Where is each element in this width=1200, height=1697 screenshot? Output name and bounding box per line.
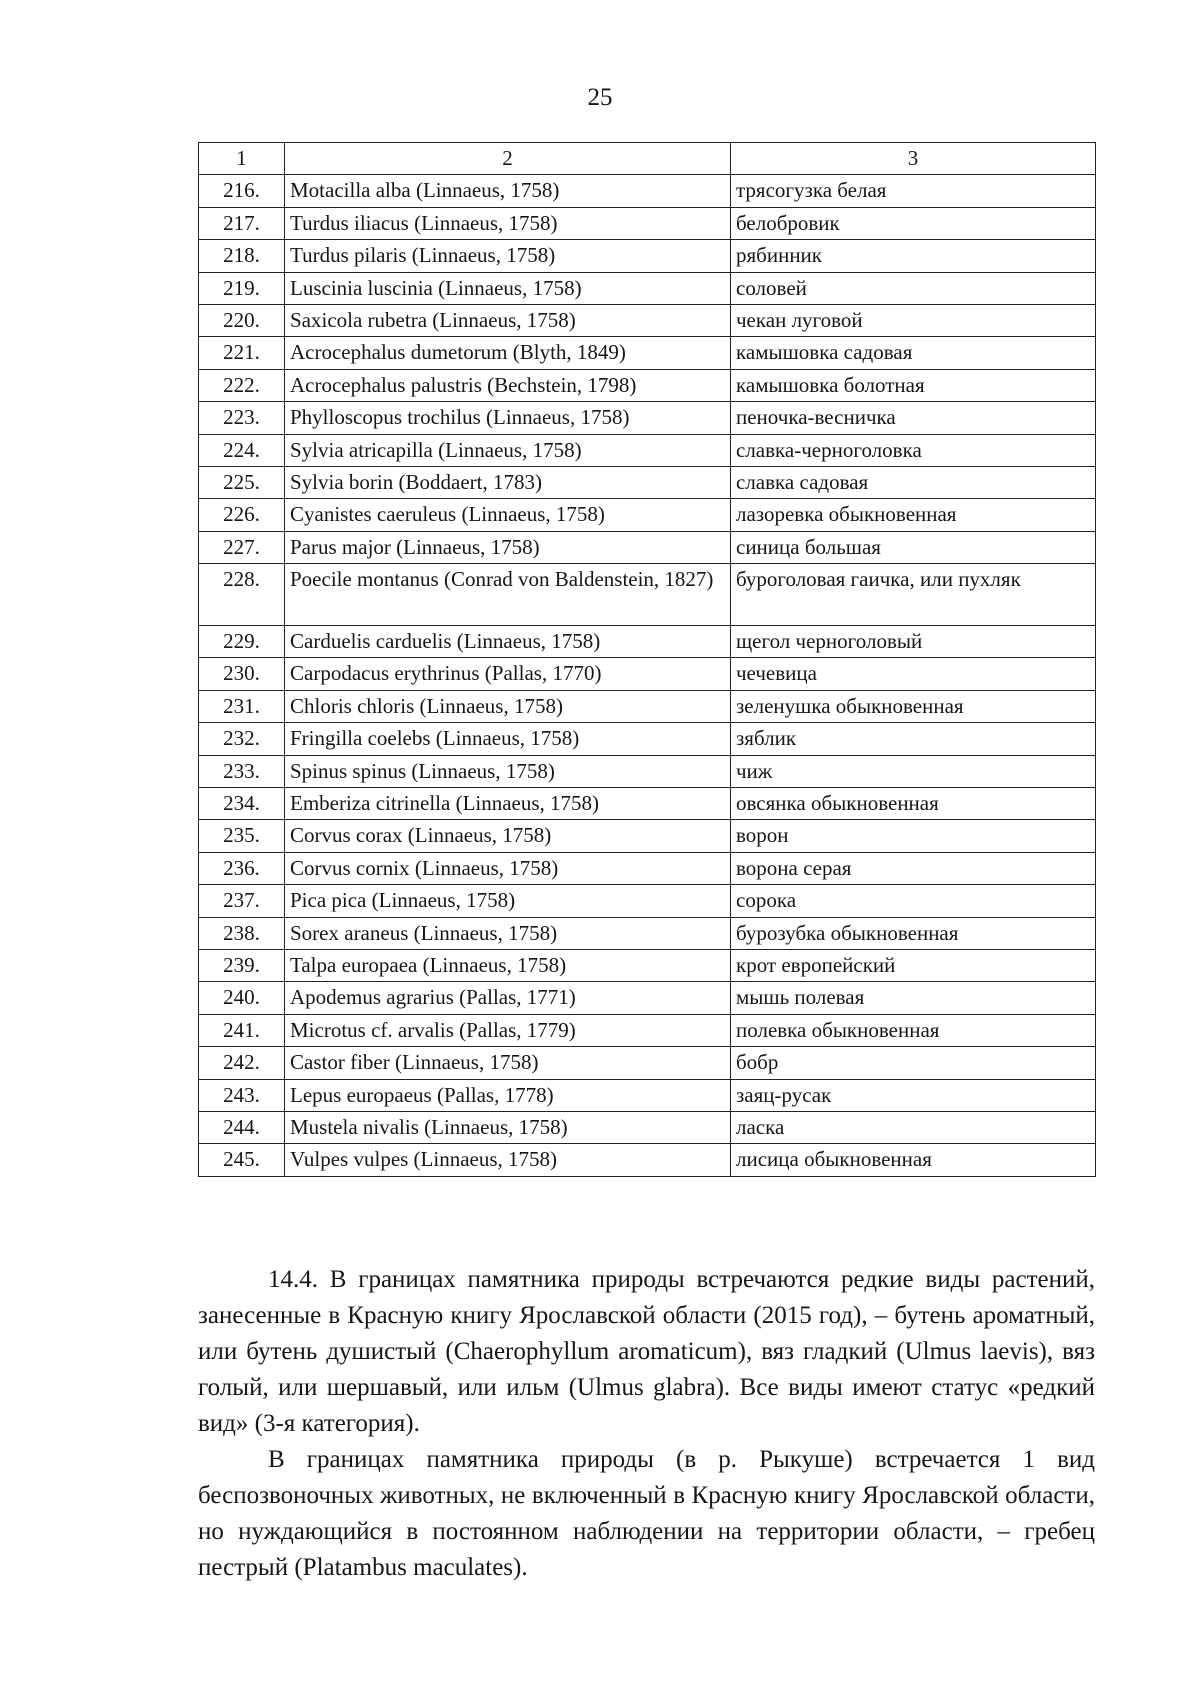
russian-name-cell: сорока bbox=[731, 885, 1096, 917]
table-row bbox=[199, 755, 1096, 787]
row-number-cell: 235. bbox=[199, 820, 285, 852]
row-number-cell: 244. bbox=[199, 1111, 285, 1143]
table-row bbox=[199, 626, 1096, 658]
table-row bbox=[199, 1079, 1096, 1111]
table-row bbox=[199, 466, 1096, 498]
row-number-cell: 231. bbox=[199, 690, 285, 722]
latin-name-cell: Corvus corax (Linnaeus, 1758) bbox=[285, 820, 731, 852]
table-row bbox=[199, 240, 1096, 272]
russian-name-cell: синица большая bbox=[731, 531, 1096, 563]
table-row bbox=[199, 982, 1096, 1014]
russian-name-cell: ворон bbox=[731, 820, 1096, 852]
header-cell-russian: 3 bbox=[731, 143, 1096, 175]
row-number-cell: 242. bbox=[199, 1047, 285, 1079]
row-number-cell: 225. bbox=[199, 466, 285, 498]
row-number-cell: 219. bbox=[199, 272, 285, 304]
table-row bbox=[199, 564, 1096, 626]
russian-name-cell: пеночка-весничка bbox=[731, 402, 1096, 434]
russian-name-cell: чечевица bbox=[731, 658, 1096, 690]
latin-name-cell: Corvus cornix (Linnaeus, 1758) bbox=[285, 852, 731, 884]
latin-name-cell: Emberiza citrinella (Linnaeus, 1758) bbox=[285, 788, 731, 820]
row-number-cell: 220. bbox=[199, 304, 285, 336]
table-row bbox=[199, 852, 1096, 884]
table-row bbox=[199, 402, 1096, 434]
latin-name-cell: Turdus iliacus (Linnaeus, 1758) bbox=[285, 207, 731, 239]
russian-name-cell: соловей bbox=[731, 272, 1096, 304]
table-row bbox=[199, 1047, 1096, 1079]
table-row bbox=[199, 499, 1096, 531]
latin-name-cell: Carpodacus erythrinus (Pallas, 1770) bbox=[285, 658, 731, 690]
latin-name-cell: Fringilla coelebs (Linnaeus, 1758) bbox=[285, 723, 731, 755]
latin-name-cell: Mustela nivalis (Linnaeus, 1758) bbox=[285, 1111, 731, 1143]
russian-name-cell: крот европейский bbox=[731, 949, 1096, 981]
row-number-cell: 230. bbox=[199, 658, 285, 690]
latin-name-cell: Poecile montanus (Conrad von Baldenstein, 1827) bbox=[285, 564, 731, 626]
russian-name-cell: ласка bbox=[731, 1111, 1096, 1143]
latin-name-cell: Apodemus agrarius (Pallas, 1771) bbox=[285, 982, 731, 1014]
russian-name-cell: камышовка болотная bbox=[731, 369, 1096, 401]
latin-name-cell: Parus major (Linnaeus, 1758) bbox=[285, 531, 731, 563]
russian-name-cell: бобр bbox=[731, 1047, 1096, 1079]
header-cell-number: 1 bbox=[199, 143, 285, 175]
row-number-cell: 232. bbox=[199, 723, 285, 755]
paragraph-invertebrates: В границах памятника природы (в р. Рыкуше) встречается 1 вид беспозвоночных животных, не включенный в Красную книгу Ярославской области, но нуждающийся в постоянном наблюдении на территории области, – гребец пестрый (Platambus maculates). bbox=[198, 1446, 1095, 1581]
row-number-cell: 241. bbox=[199, 1014, 285, 1046]
row-number-cell: 234. bbox=[199, 788, 285, 820]
row-number-cell: 222. bbox=[199, 369, 285, 401]
latin-name-cell: Sylvia borin (Boddaert, 1783) bbox=[285, 466, 731, 498]
row-number-cell: 223. bbox=[199, 402, 285, 434]
latin-name-cell: Castor fiber (Linnaeus, 1758) bbox=[285, 1047, 731, 1079]
latin-name-cell: Luscinia luscinia (Linnaeus, 1758) bbox=[285, 272, 731, 304]
table-row bbox=[199, 304, 1096, 336]
russian-name-cell: зеленушка обыкновенная bbox=[731, 690, 1096, 722]
russian-name-cell: славка садовая bbox=[731, 466, 1096, 498]
russian-name-cell: трясогузка белая bbox=[731, 175, 1096, 207]
russian-name-cell: бурозубка обыкновенная bbox=[731, 917, 1096, 949]
table-row bbox=[199, 1144, 1096, 1176]
latin-name-cell: Carduelis carduelis (Linnaeus, 1758) bbox=[285, 626, 731, 658]
latin-name-cell: Chloris chloris (Linnaeus, 1758) bbox=[285, 690, 731, 722]
table-row bbox=[199, 175, 1096, 207]
latin-name-cell: Cyanistes caeruleus (Linnaeus, 1758) bbox=[285, 499, 731, 531]
latin-name-cell: Acrocephalus dumetorum (Blyth, 1849) bbox=[285, 337, 731, 369]
table-row bbox=[199, 820, 1096, 852]
table-row bbox=[199, 788, 1096, 820]
row-number-cell: 240. bbox=[199, 982, 285, 1014]
table-row bbox=[199, 1014, 1096, 1046]
russian-name-cell: ворона серая bbox=[731, 852, 1096, 884]
table-row bbox=[199, 207, 1096, 239]
row-number-cell: 233. bbox=[199, 755, 285, 787]
table-row bbox=[199, 531, 1096, 563]
row-number-cell: 237. bbox=[199, 885, 285, 917]
row-number-cell: 216. bbox=[199, 175, 285, 207]
russian-name-cell: буроголовая гаичка, или пухляк bbox=[731, 564, 1096, 626]
russian-name-cell: чиж bbox=[731, 755, 1096, 787]
row-number-cell: 238. bbox=[199, 917, 285, 949]
russian-name-cell: щегол черноголовый bbox=[731, 626, 1096, 658]
latin-name-cell: Motacilla alba (Linnaeus, 1758) bbox=[285, 175, 731, 207]
row-number-cell: 228. bbox=[199, 564, 285, 626]
row-number-cell: 218. bbox=[199, 240, 285, 272]
russian-name-cell: полевка обыкновенная bbox=[731, 1014, 1096, 1046]
table-row bbox=[199, 690, 1096, 722]
russian-name-cell: лазоревка обыкновенная bbox=[731, 499, 1096, 531]
row-number-cell: 226. bbox=[199, 499, 285, 531]
russian-name-cell: рябинник bbox=[731, 240, 1096, 272]
russian-name-cell: овсянка обыкновенная bbox=[731, 788, 1096, 820]
paragraph-rare-plants: 14.4. В границах памятника природы встречаются редкие виды растений, занесенные в Красную книгу Ярославской области (2015 год), – бутень ароматный, или бутень душистый (Chaerophyllum aromaticum), вяз гладкий (Ulmus laevis), вяз голый, или шершавый, или ильм (Ulmus glabra). Все виды имеют статус «редкий вид» (3-я категория). bbox=[198, 1266, 1095, 1437]
table-row bbox=[199, 1111, 1096, 1143]
table-row bbox=[199, 434, 1096, 466]
latin-name-cell: Lepus europaeus (Pallas, 1778) bbox=[285, 1079, 731, 1111]
table-row bbox=[199, 369, 1096, 401]
species-table bbox=[198, 142, 1096, 1177]
header-cell-latin: 2 bbox=[285, 143, 731, 175]
page-number: 25 bbox=[587, 84, 613, 111]
russian-name-cell: белобровик bbox=[731, 207, 1096, 239]
latin-name-cell: Acrocephalus palustris (Bechstein, 1798) bbox=[285, 369, 731, 401]
table-row bbox=[199, 949, 1096, 981]
russian-name-cell: мышь полевая bbox=[731, 982, 1096, 1014]
table-row bbox=[199, 658, 1096, 690]
russian-name-cell: лисица обыкновенная bbox=[731, 1144, 1096, 1176]
row-number-cell: 221. bbox=[199, 337, 285, 369]
russian-name-cell: заяц-русак bbox=[731, 1079, 1096, 1111]
latin-name-cell: Microtus cf. arvalis (Pallas, 1779) bbox=[285, 1014, 731, 1046]
latin-name-cell: Phylloscopus trochilus (Linnaeus, 1758) bbox=[285, 402, 731, 434]
row-number-cell: 245. bbox=[199, 1144, 285, 1176]
russian-name-cell: чекан луговой bbox=[731, 304, 1096, 336]
row-number-cell: 243. bbox=[199, 1079, 285, 1111]
latin-name-cell: Sylvia atricapilla (Linnaeus, 1758) bbox=[285, 434, 731, 466]
latin-name-cell: Spinus spinus (Linnaeus, 1758) bbox=[285, 755, 731, 787]
row-number-cell: 229. bbox=[199, 626, 285, 658]
table-header-row bbox=[199, 143, 1096, 175]
species-table-body bbox=[199, 143, 1096, 1177]
table-row bbox=[199, 885, 1096, 917]
russian-name-cell: камышовка садовая bbox=[731, 337, 1096, 369]
latin-name-cell: Talpa europaea (Linnaeus, 1758) bbox=[285, 949, 731, 981]
table-row bbox=[199, 917, 1096, 949]
russian-name-cell: славка-черноголовка bbox=[731, 434, 1096, 466]
latin-name-cell: Vulpes vulpes (Linnaeus, 1758) bbox=[285, 1144, 731, 1176]
table-row bbox=[199, 723, 1096, 755]
russian-name-cell: зяблик bbox=[731, 723, 1096, 755]
table-row bbox=[199, 272, 1096, 304]
row-number-cell: 227. bbox=[199, 531, 285, 563]
latin-name-cell: Turdus pilaris (Linnaeus, 1758) bbox=[285, 240, 731, 272]
row-number-cell: 217. bbox=[199, 207, 285, 239]
row-number-cell: 224. bbox=[199, 434, 285, 466]
table-row bbox=[199, 337, 1096, 369]
latin-name-cell: Sorex araneus (Linnaeus, 1758) bbox=[285, 917, 731, 949]
latin-name-cell: Pica pica (Linnaeus, 1758) bbox=[285, 885, 731, 917]
row-number-cell: 236. bbox=[199, 852, 285, 884]
row-number-cell: 239. bbox=[199, 949, 285, 981]
latin-name-cell: Saxicola rubetra (Linnaeus, 1758) bbox=[285, 304, 731, 336]
